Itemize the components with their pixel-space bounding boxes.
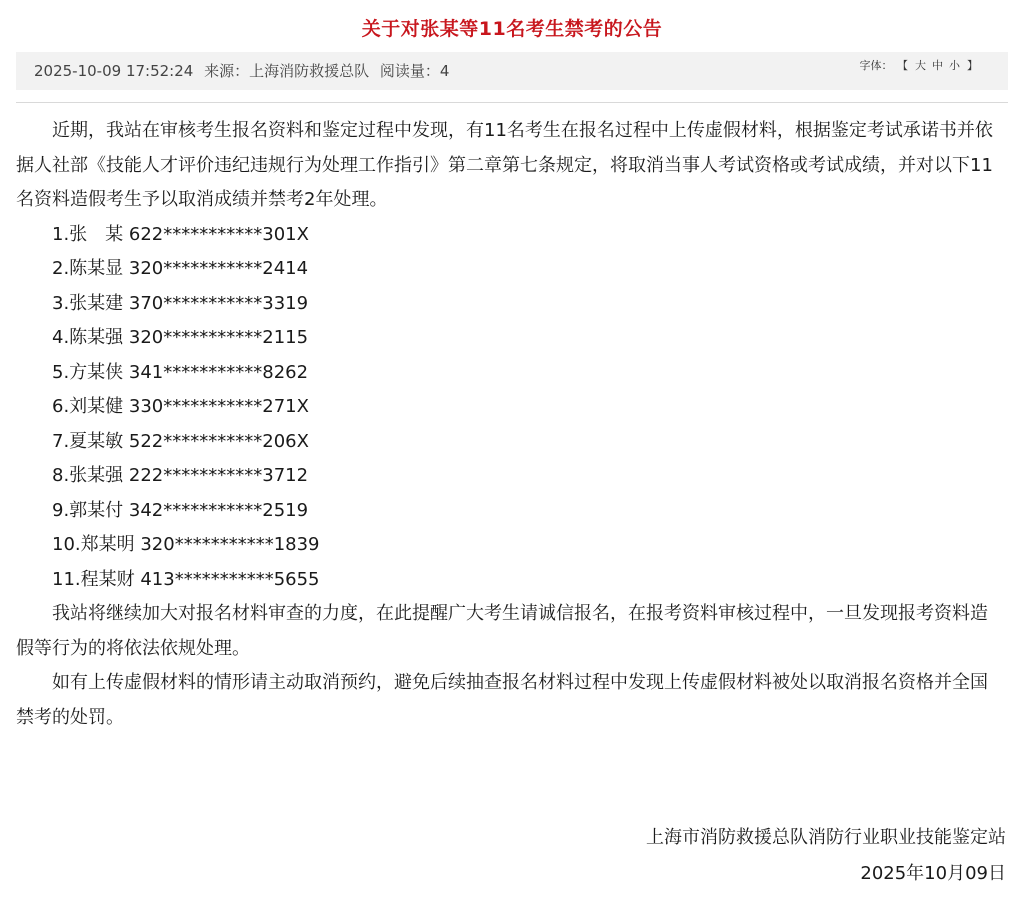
candidate-list xyxy=(16,218,1001,598)
meta-bar xyxy=(16,52,1008,90)
list-item: 6.刘某健 330***********271X xyxy=(52,396,309,417)
font-size-control xyxy=(860,57,983,73)
list-item: 7.夏某敏 522***********206X xyxy=(52,430,309,452)
page-title: 关于对张某等11名考生禁考的公告 xyxy=(361,18,663,40)
list-item: 9.郭某付 342***********2519 xyxy=(52,499,309,521)
list-item: 8.张某强 222***********3712 xyxy=(52,465,309,486)
issuing-organization: 上海市消防救援总队消防行业职业技能鉴定站 xyxy=(646,827,1006,848)
list-item: 4.陈某强 320***********2115 xyxy=(52,327,309,348)
article-body xyxy=(16,114,1001,735)
list-item: 3.张某建 370***********3319 xyxy=(52,292,309,314)
font-size-large-link[interactable]: 大 xyxy=(915,59,926,72)
read-count: 阅读量：4 xyxy=(379,62,450,80)
font-size-open-bracket: 【 xyxy=(902,59,908,72)
signature-block xyxy=(646,820,1006,892)
font-size-close-bracket: 】 xyxy=(967,59,978,72)
issue-date: 2025年10月09日 xyxy=(860,863,1006,884)
article-source: 来源：上海消防救援总队 xyxy=(204,62,370,80)
list-item: 1.张 某 622***********301X xyxy=(52,223,309,245)
intro-paragraph: 近期，我站在审核考生报名资料和鉴定过程中发现，有11名考生在报名过程中上传虚假材料，根据鉴定考试承诺书并依据人社部《技能人才评价违纪违规行为处理工作指引》第二章第七条规定，将取消当事人考试资格或考试成绩，并对以下11名资料造假考生予以取消成绩并禁考2年处理。 xyxy=(16,120,993,210)
font-size-small-link[interactable]: 小 xyxy=(949,59,960,72)
publish-datetime: 2025-10-09 17:52:24 xyxy=(34,62,194,80)
header-divider xyxy=(16,102,1008,103)
font-size-label: 字体： xyxy=(859,59,893,72)
list-item: 5.方某侠 341***********8262 xyxy=(52,361,309,383)
list-item: 11.程某财 413***********5655 xyxy=(52,568,320,590)
font-size-medium-link[interactable]: 中 xyxy=(932,59,943,72)
article-meta xyxy=(34,60,455,81)
list-item: 2.陈某显 320***********2414 xyxy=(52,258,309,279)
advice-paragraph: 如有上传虚假材料的情形请主动取消预约，避免后续抽查报名材料过程中发现上传虚假材料被处以取消报名资格并全国禁考的处罚。 xyxy=(16,672,988,728)
list-item: 10.郑某明 320***********1839 xyxy=(52,534,320,555)
warning-paragraph: 我站将继续加大对报名材料审查的力度，在此提醒广大考生请诚信报名，在报考资料审核过程中，一旦发现报考资料造假等行为的将依法依规处理。 xyxy=(16,603,988,659)
